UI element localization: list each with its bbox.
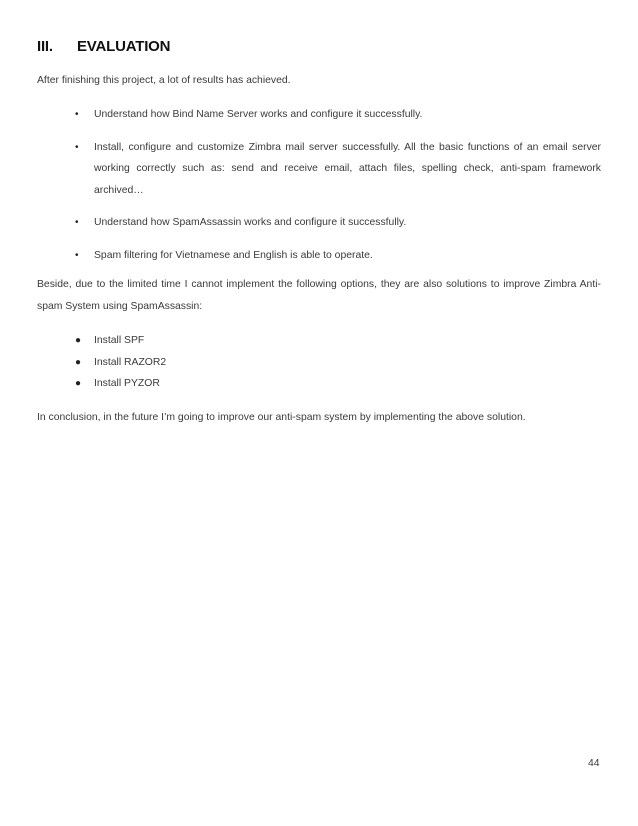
results-list-item bbox=[75, 245, 601, 267]
bullet-icon: • bbox=[75, 249, 79, 261]
options-list-item bbox=[75, 330, 601, 352]
results-list-item bbox=[75, 137, 601, 202]
section-number: III. bbox=[37, 38, 53, 55]
options-list-item bbox=[75, 373, 601, 395]
options-item-text: Install RAZOR2 bbox=[94, 356, 167, 368]
options-list-item bbox=[75, 352, 601, 374]
bullet-icon: ● bbox=[75, 356, 82, 368]
bullet-icon: • bbox=[75, 217, 79, 228]
results-list bbox=[75, 104, 601, 266]
page-number: 44 bbox=[588, 758, 600, 769]
options-item-text: Install PYZOR bbox=[94, 378, 160, 389]
bullet-icon: • bbox=[75, 141, 79, 153]
conclusion-paragraph: In conclusion, in the future I’m going to improve our anti-spam system by implementing the above solution. bbox=[37, 412, 526, 423]
section-title: EVALUATION bbox=[77, 38, 171, 55]
results-item-text: Understand how Bind Name Server works and configure it successfully. bbox=[94, 109, 423, 120]
bullet-icon: ● bbox=[75, 378, 82, 389]
results-list-item bbox=[75, 212, 601, 234]
results-list-item bbox=[75, 104, 601, 126]
options-list bbox=[75, 330, 601, 395]
results-item-text: Install, configure and customize Zimbra mail server successfully. All the basic functions of an email server working correctly such as: send and receive email, attach files, spelling check, anti-spam framework archived… bbox=[94, 141, 601, 196]
results-item-text: Understand how SpamAssassin works and configure it successfully. bbox=[94, 217, 407, 228]
bullet-icon: ● bbox=[75, 335, 82, 346]
intro-paragraph: After finishing this project, a lot of results has achieved. bbox=[37, 75, 291, 86]
section-heading bbox=[37, 38, 170, 55]
results-item-text: Spam filtering for Vietnamese and English is able to operate. bbox=[94, 249, 373, 261]
bullet-icon: • bbox=[75, 109, 79, 120]
options-item-text: Install SPF bbox=[94, 335, 145, 346]
limitations-paragraph: Beside, due to the limited time I cannot implement the following options, they are also solutions to improve Zimbra Anti-spam System using SpamAssassin: bbox=[37, 279, 601, 312]
